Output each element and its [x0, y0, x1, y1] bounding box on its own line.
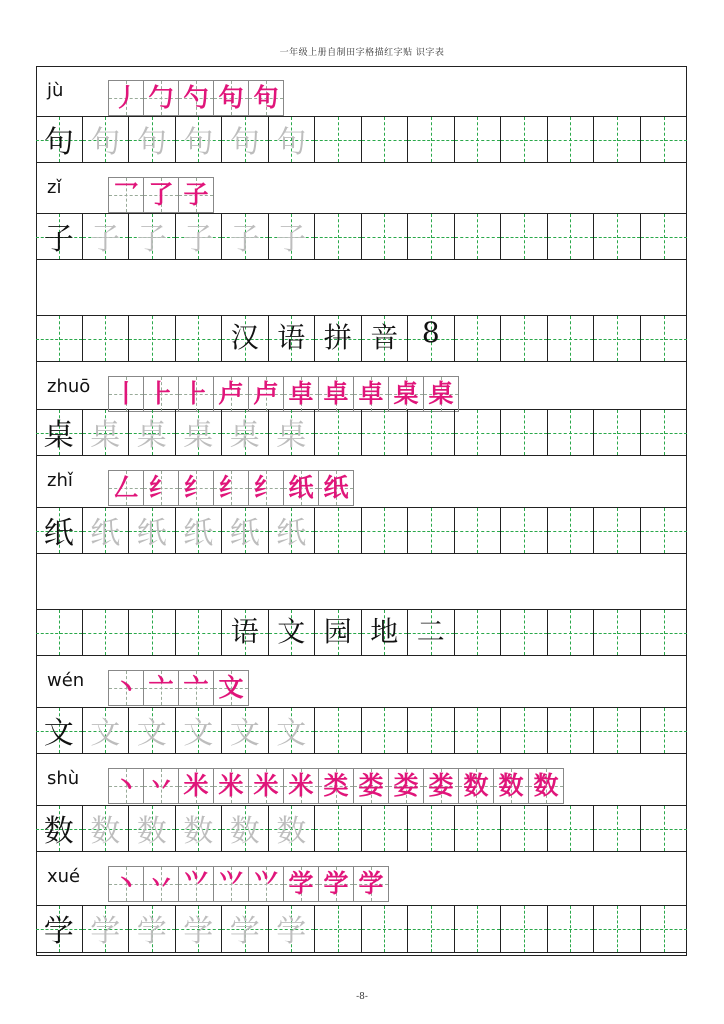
- practice-cell[interactable]: 桌: [176, 410, 223, 455]
- stroke-cell: 丶: [108, 866, 144, 902]
- practice-cell[interactable]: [501, 708, 548, 753]
- practice-cell[interactable]: [501, 117, 548, 162]
- practice-cell[interactable]: [408, 906, 455, 952]
- pinyin-label: zhuō: [47, 376, 91, 397]
- practice-cell[interactable]: 学: [129, 906, 176, 952]
- practice-cell[interactable]: 句: [176, 117, 223, 162]
- practice-cell[interactable]: 学: [222, 906, 269, 952]
- pinyin-label: wén: [47, 670, 85, 691]
- practice-cell[interactable]: 纸: [176, 508, 223, 553]
- practice-cell[interactable]: [501, 214, 548, 259]
- pinyin-label: shù: [47, 768, 80, 789]
- practice-cell[interactable]: [408, 214, 455, 259]
- practice-cell[interactable]: [501, 906, 548, 952]
- stroke-cell: 纟: [143, 470, 179, 506]
- stroke-cell: 句: [248, 80, 284, 116]
- stroke-cell: 文: [213, 670, 249, 706]
- practice-row: [36, 806, 687, 852]
- practice-cell[interactable]: [455, 214, 502, 259]
- title-char-cell: 8: [408, 316, 455, 361]
- practice-cell[interactable]: [641, 214, 688, 259]
- title-char-cell: 汉: [222, 316, 269, 361]
- stroke-cell: 丷: [143, 866, 179, 902]
- stroke-cell: 纟: [178, 470, 214, 506]
- practice-cell[interactable]: 桌: [269, 410, 316, 455]
- grid-cell: [176, 610, 223, 655]
- practice-cell[interactable]: [548, 708, 595, 753]
- section-title-row: [36, 610, 687, 656]
- stroke-cell: 𠃋: [108, 470, 144, 506]
- practice-cell[interactable]: [315, 806, 362, 851]
- practice-cell[interactable]: [408, 117, 455, 162]
- grid-cell: [501, 610, 548, 655]
- practice-cell[interactable]: [548, 806, 595, 851]
- practice-cell[interactable]: [641, 708, 688, 753]
- practice-cell[interactable]: [641, 410, 688, 455]
- practice-cell[interactable]: 数: [176, 806, 223, 851]
- stroke-cell: 桌: [388, 376, 424, 412]
- practice-row: [36, 410, 687, 456]
- stroke-cell: 丨: [108, 376, 144, 412]
- title-char-cell: 拼: [315, 316, 362, 361]
- stroke-cell: 纸: [318, 470, 354, 506]
- practice-cell[interactable]: [548, 508, 595, 553]
- title-char-cell: 音: [362, 316, 409, 361]
- practice-cell[interactable]: 句: [83, 117, 130, 162]
- practice-cell[interactable]: [548, 410, 595, 455]
- practice-cell[interactable]: [362, 508, 409, 553]
- practice-cell[interactable]: 文: [176, 708, 223, 753]
- stroke-cell: 卓: [353, 376, 389, 412]
- practice-cell: 子: [36, 214, 83, 259]
- stroke-order-box: [108, 80, 283, 116]
- grid-cell: [501, 316, 548, 361]
- stroke-cell: 了: [143, 177, 179, 213]
- stroke-cell: 娄: [388, 768, 424, 804]
- practice-cell[interactable]: [594, 508, 641, 553]
- title-char-cell: 园: [315, 610, 362, 655]
- stroke-cell: 卓: [283, 376, 319, 412]
- stroke-cell: 勹: [143, 80, 179, 116]
- page-number: -8-: [356, 992, 368, 1002]
- pinyin-label: zǐ: [47, 177, 62, 198]
- stroke-cell: 米: [178, 768, 214, 804]
- practice-cell[interactable]: 纸: [222, 508, 269, 553]
- practice-row: [36, 117, 687, 163]
- practice-cell[interactable]: 数: [222, 806, 269, 851]
- practice-cell[interactable]: 桌: [83, 410, 130, 455]
- stroke-cell: 子: [178, 177, 214, 213]
- practice-cell: 桌: [36, 410, 83, 455]
- pinyin-label: zhǐ: [47, 470, 73, 491]
- practice-cell[interactable]: [594, 410, 641, 455]
- practice-cell[interactable]: 句: [129, 117, 176, 162]
- practice-cell[interactable]: [315, 508, 362, 553]
- practice-cell[interactable]: 文: [129, 708, 176, 753]
- stroke-cell: 丶: [108, 768, 144, 804]
- grid-cell: [83, 316, 130, 361]
- stroke-cell: 桌: [423, 376, 459, 412]
- practice-cell[interactable]: [315, 214, 362, 259]
- practice-cell[interactable]: [408, 708, 455, 753]
- practice-cell[interactable]: [594, 117, 641, 162]
- pinyin-row: [36, 362, 687, 410]
- practice-cell[interactable]: [594, 214, 641, 259]
- practice-row: [36, 906, 687, 952]
- stroke-cell: 亠: [143, 670, 179, 706]
- stroke-cell: 学: [283, 866, 319, 902]
- practice-cell[interactable]: 学: [269, 906, 316, 952]
- practice-cell[interactable]: 子: [269, 214, 316, 259]
- practice-cell[interactable]: [641, 508, 688, 553]
- practice-cell[interactable]: 文: [222, 708, 269, 753]
- stroke-cell: 数: [458, 768, 494, 804]
- grid-cell: [455, 316, 502, 361]
- stroke-order-box: [108, 376, 458, 412]
- practice-cell[interactable]: [455, 906, 502, 952]
- stroke-cell: 数: [528, 768, 564, 804]
- practice-cell: 学: [36, 906, 83, 952]
- stroke-cell: 纟: [248, 470, 284, 506]
- section-title-row: [36, 316, 687, 362]
- practice-cell[interactable]: [362, 806, 409, 851]
- stroke-cell: 卢: [248, 376, 284, 412]
- bottom-rule: [36, 952, 687, 953]
- stroke-order-box: [108, 670, 248, 706]
- stroke-cell: 类: [318, 768, 354, 804]
- practice-cell[interactable]: 文: [269, 708, 316, 753]
- stroke-cell: 丿: [108, 80, 144, 116]
- practice-cell[interactable]: 数: [129, 806, 176, 851]
- practice-cell: 纸: [36, 508, 83, 553]
- practice-cell[interactable]: [362, 708, 409, 753]
- practice-cell[interactable]: [408, 806, 455, 851]
- stroke-cell: ⺍: [213, 866, 249, 902]
- grid-cell: [176, 316, 223, 361]
- practice-cell[interactable]: [315, 410, 362, 455]
- practice-cell[interactable]: 子: [129, 214, 176, 259]
- practice-cell[interactable]: 文: [83, 708, 130, 753]
- practice-cell[interactable]: [548, 214, 595, 259]
- grid-cell: [548, 610, 595, 655]
- practice-cell[interactable]: 纸: [83, 508, 130, 553]
- grid-cell: [548, 316, 595, 361]
- title-char-cell: 二: [408, 610, 455, 655]
- practice-cell[interactable]: [641, 806, 688, 851]
- practice-cell[interactable]: [315, 117, 362, 162]
- practice-cell[interactable]: [315, 906, 362, 952]
- title-char-cell: 语: [222, 610, 269, 655]
- blank-row: [36, 260, 687, 316]
- practice-cell[interactable]: 数: [269, 806, 316, 851]
- page-header: 一年级上册自制田字格描红字贴 识字表: [279, 48, 445, 58]
- stroke-cell: 卢: [213, 376, 249, 412]
- grid-cell: [36, 610, 83, 655]
- practice-cell[interactable]: [455, 806, 502, 851]
- practice-cell[interactable]: 纸: [129, 508, 176, 553]
- practice-cell[interactable]: [548, 117, 595, 162]
- practice-row: [36, 508, 687, 554]
- practice-cell[interactable]: 纸: [269, 508, 316, 553]
- blank-row: [36, 554, 687, 610]
- stroke-cell: 数: [493, 768, 529, 804]
- pinyin-label: jù: [47, 80, 64, 101]
- practice-cell[interactable]: [362, 214, 409, 259]
- stroke-cell: 娄: [353, 768, 389, 804]
- practice-cell[interactable]: [455, 117, 502, 162]
- stroke-cell: 丶: [108, 670, 144, 706]
- stroke-cell: ⺍: [178, 866, 214, 902]
- stroke-cell: 亠: [178, 670, 214, 706]
- practice-row: [36, 214, 687, 260]
- practice-cell[interactable]: [594, 708, 641, 753]
- practice-cell[interactable]: [641, 906, 688, 952]
- stroke-cell: 纸: [283, 470, 319, 506]
- practice-cell[interactable]: [641, 117, 688, 162]
- stroke-order-box: [108, 768, 563, 804]
- pinyin-row: [36, 754, 687, 806]
- practice-cell[interactable]: [362, 117, 409, 162]
- stroke-cell: 学: [353, 866, 389, 902]
- practice-cell[interactable]: [501, 410, 548, 455]
- practice-cell[interactable]: [408, 410, 455, 455]
- practice-cell[interactable]: [548, 906, 595, 952]
- practice-cell[interactable]: [455, 410, 502, 455]
- practice-row: [36, 708, 687, 754]
- stroke-cell: 纟: [213, 470, 249, 506]
- stroke-cell: 句: [213, 80, 249, 116]
- stroke-cell: 卓: [318, 376, 354, 412]
- practice-cell[interactable]: 子: [83, 214, 130, 259]
- grid-cell: [129, 316, 176, 361]
- grid-cell: [83, 610, 130, 655]
- pinyin-row: [36, 456, 687, 508]
- practice-cell[interactable]: [455, 708, 502, 753]
- practice-cell[interactable]: 子: [222, 214, 269, 259]
- pinyin-row: [36, 66, 687, 117]
- practice-cell[interactable]: 子: [176, 214, 223, 259]
- practice-cell[interactable]: [594, 806, 641, 851]
- stroke-cell: ⺍: [248, 866, 284, 902]
- practice-cell[interactable]: 学: [176, 906, 223, 952]
- practice-cell[interactable]: 数: [83, 806, 130, 851]
- stroke-cell: ⺊: [143, 376, 179, 412]
- stroke-order-box: [108, 470, 353, 506]
- title-char-cell: 文: [269, 610, 316, 655]
- grid-cell: [641, 316, 688, 361]
- practice-cell[interactable]: 句: [269, 117, 316, 162]
- stroke-cell: 学: [318, 866, 354, 902]
- title-char-cell: 地: [362, 610, 409, 655]
- practice-cell: 文: [36, 708, 83, 753]
- stroke-cell: ⺊: [178, 376, 214, 412]
- grid-cell: [36, 316, 83, 361]
- stroke-order-box: [108, 866, 388, 902]
- stroke-cell: 娄: [423, 768, 459, 804]
- stroke-cell: 米: [248, 768, 284, 804]
- grid-cell: [594, 316, 641, 361]
- practice-cell[interactable]: [315, 708, 362, 753]
- practice-cell[interactable]: 句: [222, 117, 269, 162]
- stroke-cell: 丷: [143, 768, 179, 804]
- pinyin-row: [36, 163, 687, 214]
- grid-cell: [594, 610, 641, 655]
- practice-cell[interactable]: [362, 410, 409, 455]
- grid-cell: [455, 610, 502, 655]
- practice-cell: 数: [36, 806, 83, 851]
- practice-cell[interactable]: [501, 508, 548, 553]
- practice-cell[interactable]: 桌: [222, 410, 269, 455]
- pinyin-label: xué: [47, 866, 81, 887]
- practice-cell: 句: [36, 117, 83, 162]
- practice-cell[interactable]: 学: [83, 906, 130, 952]
- stroke-order-box: [108, 177, 213, 213]
- practice-cell[interactable]: [455, 508, 502, 553]
- stroke-cell: 乛: [108, 177, 144, 213]
- practice-cell[interactable]: 桌: [129, 410, 176, 455]
- stroke-cell: 勺: [178, 80, 214, 116]
- practice-cell[interactable]: [408, 508, 455, 553]
- stroke-cell: 米: [213, 768, 249, 804]
- title-char-cell: 语: [269, 316, 316, 361]
- pinyin-row: [36, 656, 687, 708]
- stroke-cell: 米: [283, 768, 319, 804]
- grid-cell: [129, 610, 176, 655]
- pinyin-row: [36, 852, 687, 906]
- practice-cell[interactable]: [594, 906, 641, 952]
- practice-cell[interactable]: [362, 906, 409, 952]
- practice-cell[interactable]: [501, 806, 548, 851]
- grid-cell: [641, 610, 688, 655]
